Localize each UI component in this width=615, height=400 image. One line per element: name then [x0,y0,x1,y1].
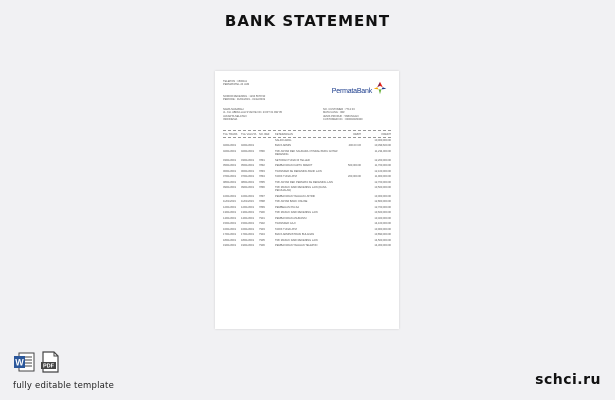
table-cell [339,150,361,157]
contact-block [223,80,249,87]
table-cell [339,228,361,231]
table-cell: 12,700,000.00 [374,180,391,184]
table-cell: 16/01/2019 [241,227,254,231]
table-cell [339,170,361,173]
table-cell: 14/01/2019 [223,216,236,220]
table-cell: TRF ANTAR REK PERMATA KE REKENING LAIN [275,180,333,184]
table-rule-top [223,130,391,131]
table-cell: 06/01/2019 [241,169,254,173]
table-cell: 7899 [259,205,265,209]
table-cell: 10/01/2019 [241,194,254,198]
table-cell: 13/01/2019 [223,211,236,215]
table-cell [339,139,361,142]
table-cell: 07/01/2019 [241,175,254,179]
table-cell: TRF ANTAR BANK ONLINE [275,200,308,204]
table-cell: 7901 [259,216,265,220]
table-cell: 10/01/2019 [223,194,236,198]
table-cell: 18/01/2019 [223,238,236,242]
column-header: DEBIT [353,133,361,136]
address-block [223,108,282,121]
table-cell: 15/01/2019 [223,222,236,226]
column-header: TGL VALUTA [241,133,257,136]
table-cell: SETORAN TUNAI DI TELLER [275,158,310,162]
table-row [223,244,391,247]
table-row [223,195,391,198]
table-cell [339,195,361,198]
table-row [223,150,391,157]
table-rule-bottom [223,137,391,138]
table-row [223,181,391,184]
table-cell: 13/01/2019 [241,211,254,215]
statement-document [215,71,399,329]
table-cell: 13,500,000.00 [374,186,391,190]
table-cell: 15/01/2019 [241,222,254,226]
table-cell: TARIK TUNAI ATM [275,175,297,179]
table-cell: 7898 [259,200,265,204]
table-row [223,211,391,214]
column-header: TGL TRANS [223,133,238,136]
table-cell: 17/01/2019 [223,233,236,237]
pdf-document-icon [39,351,61,373]
table-cell: 12,700,000.00 [374,205,391,209]
table-cell: 400.00 CR [348,144,361,148]
column-header: KETERANGAN [275,133,293,136]
word-document-icon [13,351,35,373]
file-format-icons [13,351,61,373]
table-cell: 7892 [259,164,265,168]
table-cell: 7902 [259,222,265,226]
table-cell: 02/01/2019 [241,149,254,153]
table-cell: 13,600,000.00 [374,211,391,215]
table-cell: PEMBAYARAN KARTU KREDIT [275,164,313,168]
table-row [223,139,391,142]
account-info-line: JENIS PRODUK : TABUNGAN [323,114,359,118]
table-row [223,186,391,193]
site-watermark: schci.ru [535,372,601,388]
table-cell: 14/01/2019 [241,216,254,220]
account-info-line: NO. CUSTOMER : 7712 03 [323,108,355,111]
table-cell: TRF MASUK DARI REKENING LAIN [275,238,318,242]
table-row [223,170,391,173]
bank-name: PermataBank [331,88,372,95]
table-cell: 02/01/2019 [241,144,254,148]
table-cell: 7895 [259,180,265,184]
table-cell: 10,000,000.00 [374,139,391,142]
table-cell: 500,000.00 [348,164,361,168]
table-cell: 14,300,000.00 [374,244,391,248]
table-cell: 08/01/2019 [223,180,236,184]
table-row [223,159,391,162]
contact-line: PERMATATEL 24 JAM [223,83,250,87]
table-row [223,200,391,203]
table-cell: 07/01/2019 [223,175,236,179]
table-cell: 11,234,000.00 [374,149,391,153]
table-cell: 02/01/2019 [223,144,236,148]
table-cell: 7897 [259,194,265,198]
table-cell: 11/01/2019 [223,200,236,204]
table-cell: 12/01/2019 [241,205,254,209]
table-cell [223,139,241,142]
table-cell: TRF MASUK DARI REKENING LAIN (DANA PENJUALAN) [275,186,327,193]
table-cell: TRF ANTAR REK SAUDARA / PINDAH BUKU ANTAR REKENING [275,149,338,157]
table-cell: 7891 [259,158,265,162]
table-cell: 13,000,000.00 [374,194,391,198]
table-cell: BIAYA ADMIN [275,144,292,148]
table-cell [339,233,361,236]
period-line: PERIODE : 01/01/2019 - 31/12/2019 [223,98,266,102]
table-cell: PEMBAYARAN TAGIHAN TELEPON [275,244,318,248]
table-row [223,239,391,242]
table-cell [259,139,275,142]
table-cell: 09/01/2019 [241,186,254,190]
table-cell: 7904 [259,233,265,237]
table-cell: PEMBAYARAN TAGIHAN LISTRIK [275,194,316,198]
table-cell: SALDO AWAL [275,139,292,142]
table-cell: TRF MASUK DARI REKENING LAIN [275,211,318,215]
table-cell: 05/01/2019 [223,164,236,168]
permata-logo-icon [373,81,387,95]
address-line: NAMA NASABAH [223,108,244,111]
table-row [223,233,391,236]
table-cell: PEMBAYARAN ASURANSI [275,216,307,220]
table-cell: PEMBELIAN PULSA [275,205,300,209]
table-header [223,133,391,136]
table-cell: TRANSFER GAJI [275,222,296,226]
table-cell: 19/01/2019 [241,244,254,248]
table-cell: 12/01/2019 [223,205,236,209]
table-cell: 7906 [259,244,265,248]
column-header: KREDIT [381,133,391,136]
table-row [223,164,391,167]
table-cell [259,144,275,147]
table-cell: 7900 [259,211,265,215]
account-info-line: MATA UANG : IDR [323,111,345,115]
table-cell [241,139,259,142]
contact-line: TELEPON : 1500111 [223,80,247,83]
bank-logo [332,81,387,95]
table-cell: 7905 [259,238,265,242]
table-cell: 17/01/2019 [241,233,254,237]
table-cell: 12,200,000.00 [374,158,391,162]
table-cell [339,239,361,242]
table-cell [339,206,361,209]
table-cell: 7894 [259,175,265,179]
table-row [223,206,391,209]
table-cell: 11,900,000.00 [374,175,391,179]
column-header: NO. REF [259,133,270,136]
table-cell: BIAYA ADMINISTRASI BULANAN [275,233,315,237]
table-cell: 13,890,000.00 [374,233,391,237]
table-cell: 02/01/2019 [223,149,236,153]
table-cell: TRANSFER KE REKENING BANK LAIN [275,169,322,173]
period-line: NOMOR REKENING : 1234 5678 90 [223,95,266,98]
address-line: JAKARTA SELATAN [223,114,247,118]
editable-template-label: fully editable template [13,381,115,391]
table-cell: TARIK TUNAI ATM [275,227,297,231]
table-cell [339,211,361,214]
table-cell: 03/01/2019 [223,158,236,162]
account-info-block [323,108,363,121]
table-cell: 16/01/2019 [223,227,236,231]
table-cell: 12,100,000.00 [374,169,391,173]
table-cell: 05/01/2019 [241,164,254,168]
table-cell: 12,800,000.00 [374,200,391,204]
table-row [223,217,391,220]
table-row [223,144,391,147]
account-info-line: CUSTOMER NO. : 000002183400 [323,117,363,121]
table-cell [339,200,361,203]
table-cell: 7893 [259,169,265,173]
table-row [223,175,391,178]
table-cell: 13,900,000.00 [374,227,391,231]
table-cell: 06/01/2019 [223,169,236,173]
table-cell: 08/01/2019 [241,180,254,184]
table-cell [339,159,361,162]
table-cell [339,181,361,184]
table-cell: 09/01/2019 [223,186,236,190]
table-cell: 7903 [259,227,265,231]
page-title: BANK STATEMENT [224,12,391,30]
table-cell: 11/01/2019 [241,200,254,204]
address-line: JL. KH. ABDULLAH SYAFI'IE NO. 23 RT 01 RW 05 [223,111,282,115]
table-cell [339,222,361,225]
table-cell: 14,500,000.00 [374,238,391,242]
word-icon-letter: W [15,357,24,368]
table-cell: 7890 [259,149,265,153]
table-cell: 11,700,000.00 [374,164,391,168]
transaction-table [223,139,391,250]
table-cell: 03/01/2019 [241,158,254,162]
table-cell: 10,399,600.00 [374,144,391,148]
table-cell [339,186,361,193]
table-cell: 19/01/2019 [223,244,236,248]
table-cell [339,217,361,220]
table-cell: 7896 [259,186,265,190]
table-cell: 14,100,000.00 [374,222,391,226]
period-block [223,95,265,102]
table-row [223,228,391,231]
address-line: INDONESIA [223,117,238,121]
table-row [223,222,391,225]
table-cell [339,244,361,247]
table-cell: 13,400,000.00 [374,216,391,220]
table-cell: 18/01/2019 [241,238,254,242]
pdf-icon-label: PDF [43,363,54,370]
table-cell: 200,000.00 [348,175,361,179]
